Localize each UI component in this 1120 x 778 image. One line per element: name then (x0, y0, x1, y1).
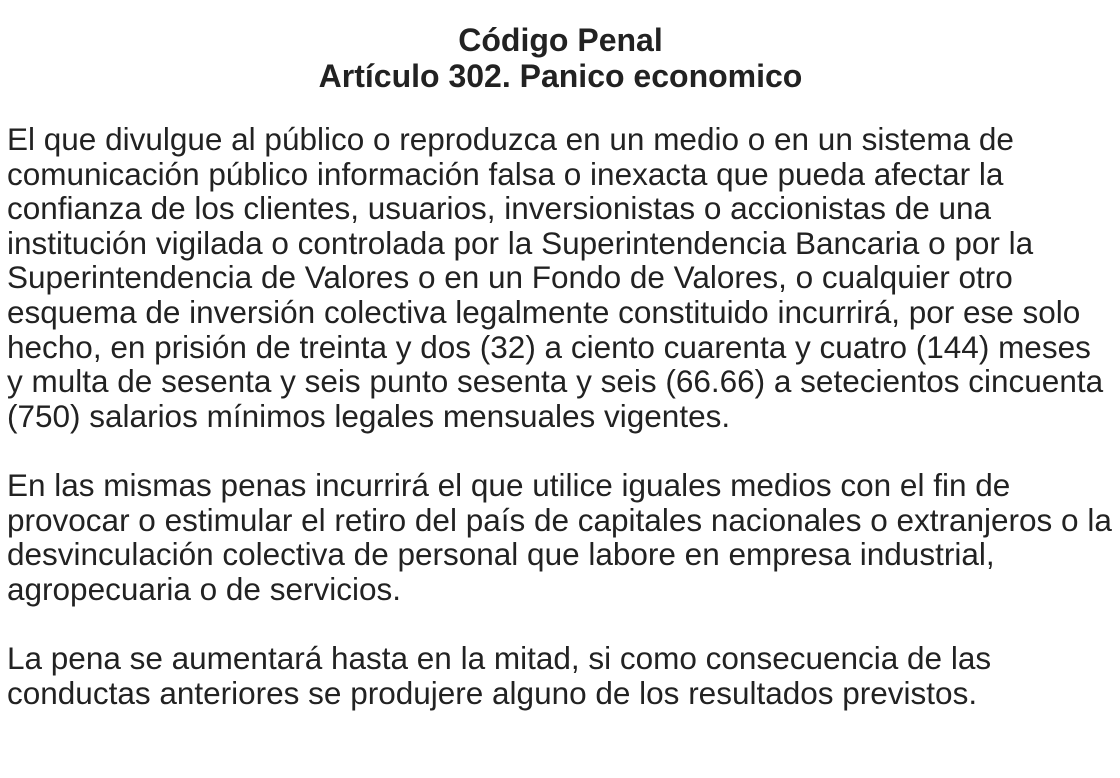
article-body (7, 122, 1114, 710)
document-header (7, 22, 1114, 94)
article-paragraph-2: En las mismas penas incurrirá el que utilice iguales medios con el fin de provocar o estimular el retiro del país de capitales nacionales o extranjeros o la desvinculación colectiva de personal que labore en empresa industrial, agropecuaria o de servicios. (7, 466, 1112, 607)
article-title: Artículo 302. Panico economico (318, 58, 803, 94)
code-title: Código Penal (458, 22, 663, 58)
article-paragraph-1: El que divulgue al público o reproduzca en un medio o en un sistema de comunicación público información falsa o inexacta que pueda afectar la confianza de los clientes, usuarios, inversionistas o accionistas de una institución vigilada o controlada por la Superintendencia Bancaria o por la Superintendencia de Valores o en un Fondo de Valores, o cualquier otro esquema de inversión colectiva legalmente constituido incurrirá, por ese solo hecho, en prisión de treinta y dos (32) a ciento cuarenta y cuatro (144) meses y multa de sesenta y seis punto sesenta y seis (66.66) a setecientos cincuenta (750) salarios mínimos legales mensuales vigentes. (7, 121, 1104, 434)
article-paragraph-3: La pena se aumentará hasta en la mitad, si como consecuencia de las conductas anteriores se produjere alguno de los resultados previstos. (7, 639, 992, 711)
